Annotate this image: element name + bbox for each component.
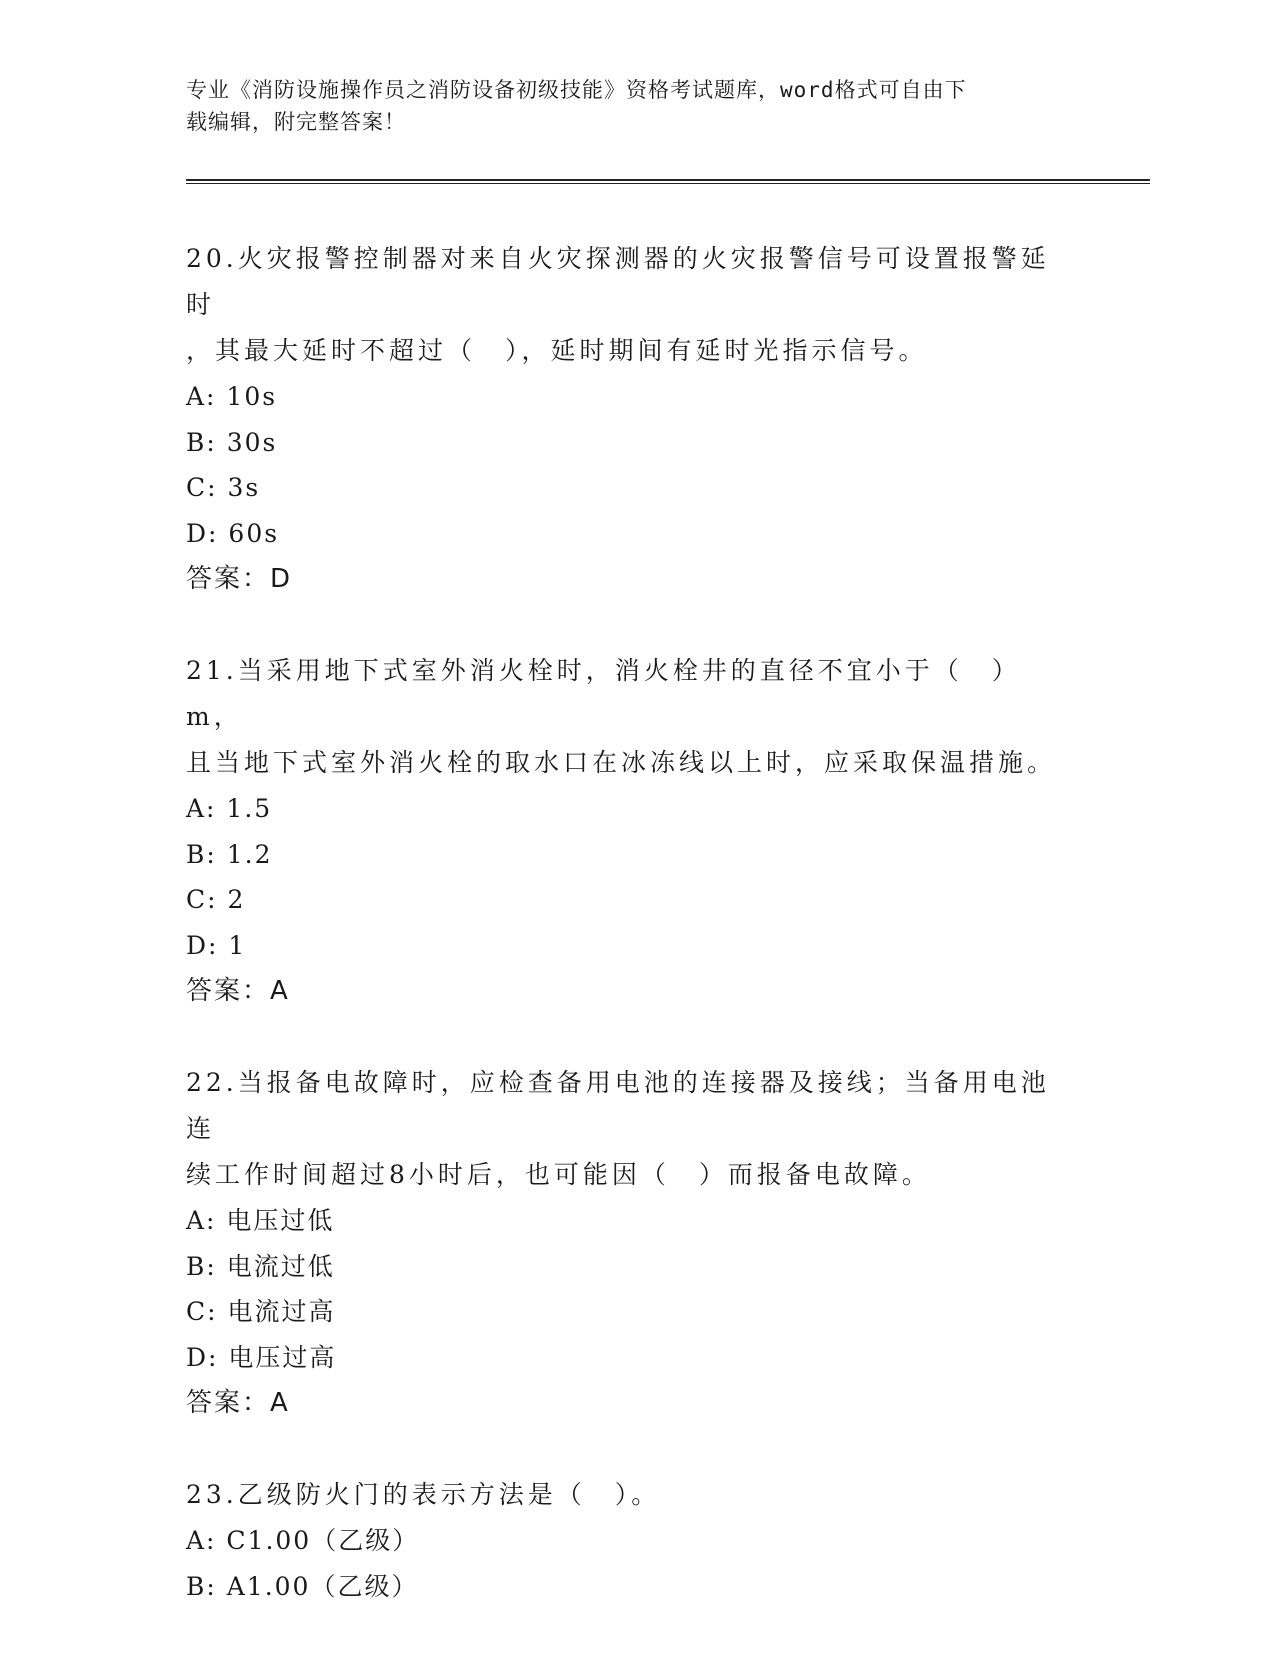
option-d: D: 电压过高 — [186, 1342, 337, 1372]
question-text-line-1: 21.当采用地下式室外消火栓时，消火栓井的直径不宜小于（ ）m， — [186, 656, 1021, 731]
option-b: B: 1.2 — [186, 839, 273, 869]
question-text-line-1: 22.当报备电故障时，应检查备用电池的连接器及接线；当备用电池连 — [186, 1068, 1050, 1143]
question-23 — [186, 1472, 1086, 1609]
option-a: A: 10s — [186, 382, 278, 411]
option-d: D: 60s — [186, 518, 280, 548]
question-text-line-1: 20.火灾报警控制器对来自火灾探测器的火灾报警信号可设置报警延时 — [186, 244, 1050, 319]
answer: 答案：A — [186, 976, 290, 1006]
question-text — [186, 648, 1066, 786]
option-b: B: 电流过低 — [186, 1251, 335, 1281]
option-c: C: 3s — [186, 473, 261, 502]
question-text — [186, 1060, 1066, 1198]
header-divider-thin — [186, 183, 1150, 184]
option-b: B: 30s — [186, 427, 278, 457]
question-text — [186, 236, 1066, 374]
question-text-line-1: 23.乙级防火门的表示方法是（ ）。 — [186, 1480, 661, 1509]
question-text-line-2: 续工作时间超过8小时后，也可能因（ ）而报备电故障。 — [186, 1160, 931, 1189]
option-c: C: 电流过高 — [186, 1297, 336, 1326]
question-text-line-2: ，其最大延时不超过（ ），延时期间有延时光指示信号。 — [186, 336, 928, 365]
option-a: A: C1.00（乙级） — [186, 1526, 420, 1555]
option-c: C: 2 — [186, 885, 246, 914]
answer: 答案：A — [186, 1388, 290, 1418]
question-21 — [186, 648, 1086, 1014]
question-text-line-2: 且当地下式室外消火栓的取水口在冰冻线以上时，应采取保温措施。 — [186, 748, 1057, 777]
option-a: A: 1.5 — [186, 794, 273, 823]
header-line-1: 专业《消防设施操作员之消防设备初级技能》资格考试题库，word格式可自由下 — [186, 78, 967, 102]
question-22 — [186, 1060, 1086, 1426]
option-b: B: A1.00（乙级） — [186, 1571, 419, 1601]
option-d: D: 1 — [186, 930, 247, 960]
question-text — [186, 1472, 1066, 1518]
header-divider-thick — [186, 179, 1150, 181]
answer: 答案：D — [186, 564, 293, 594]
document-header — [186, 74, 1066, 138]
question-20 — [186, 236, 1086, 602]
header-line-2: 载编辑，附完整答案！ — [186, 110, 406, 134]
option-a: A: 电压过低 — [186, 1206, 335, 1235]
question-list — [186, 236, 1086, 1655]
